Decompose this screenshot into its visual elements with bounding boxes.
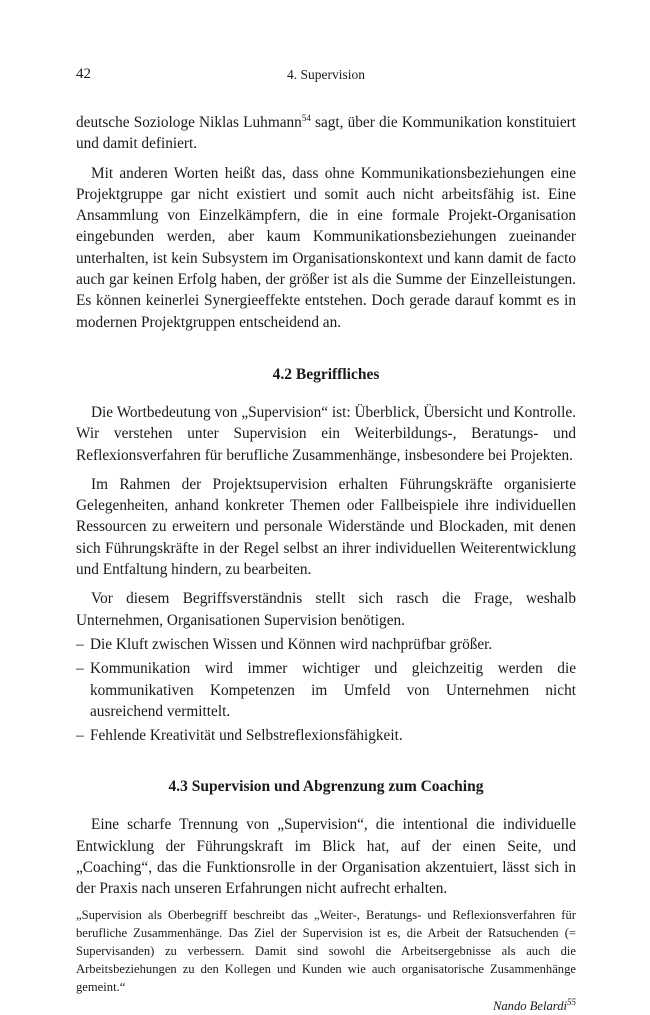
section-4-2-paragraph-2: Im Rahmen der Projektsupervision erhalten Führungskräfte organisierte Gelegenheiten, anhand konkreter Themen oder Fallbeispiele ihre individuellen Ressourcen zu erweitern und personale Widerstände und Blockaden, mit denen sich Führungskräfte in der Regel selbst an ihrer individuellen Weiterentwicklung und Entfaltung hindern, zu bearbeiten.: [76, 475, 576, 579]
book-page: [76, 66, 576, 1015]
quote-author: [76, 997, 576, 1015]
list-item: [76, 658, 576, 722]
bullet-list: [76, 634, 576, 746]
block-quote: „Supervision als Oberbegriff beschreibt das „Weiter-, Beratungs- und Reflexionsverfahren für berufliche Zusammenhänge. Das Ziel der Supervision ist es, die Arbeit der Ratsuchenden (= Supervisanden) zu verbessern. Damit sind sowohl die Arbeitsergebnisse als auch die Arbeitsbeziehungen zu den Kollegen und Kunden wie auch organisatorische Zusammenhänge gemeint.“: [76, 907, 576, 995]
list-item-text: Kommunikation wird immer wichtiger und gleichzeitig werden die kommunikativen Kompetenzen im Umfeld von Unternehmen nicht ausreichend vermittelt.: [90, 660, 576, 720]
footnote-ref-54[interactable]: 54: [301, 112, 311, 123]
intro-text-after-footnote: sagt, über die Kommunikation konstituiert und damit definiert.: [76, 114, 576, 153]
section-heading-4-3: 4.3 Supervision und Abgrenzung zum Coaching: [168, 778, 484, 796]
section-4-2-paragraph-1: Die Wortbedeutung von „Supervision“ ist: Überblick, Übersicht und Kontrolle. Wir verstehen unter Supervision ein Weiterbildungs-, Beratungs- und Reflexionsverfahren für berufliche Zusammenhänge, insbesondere bei Projekten.: [76, 403, 576, 464]
footnote-ref-55[interactable]: 55: [567, 996, 576, 1007]
page-number: 42: [76, 66, 91, 82]
section-4-3-paragraph: Eine scharfe Trennung von „Supervision“, die intentional die individuelle Entwicklung der Führungskraft im Blick hat, auf der einen Seite, und „Coaching“, das die Funktionsrolle in der Organisation akzentuiert, lässt sich in der Praxis nach unseren Erfahrungen nicht aufrecht erhalten.: [76, 816, 576, 898]
bullet-dash: –: [76, 635, 84, 653]
intro-paragraph-2: Mit anderen Worten heißt das, dass ohne Kommunikationsbeziehungen eine Projektgruppe gar nicht existiert und somit auch nicht arbeitsfähig ist. Eine Ansammlung von Einzelkämpfern, die in eine formale Projekt-Organisation eingebunden werden, aber kaum Kommunikationsbeziehungen zueinander unterhalten, ist kein Subsystem im Organisationskontext und kann damit de facto auch gar keinen Erfolg haben, der größer ist als die Summe der Einzelleistungen. Es können keinerlei Synergieeffekte entstehen. Doch gerade darauf kommt es in modernen Projektgruppen entscheidend an.: [76, 164, 576, 331]
section-heading-4-2: 4.2 Begriffliches: [272, 365, 380, 383]
section-4-2-paragraph-3: Vor diesem Begriffsverständnis stellt sich rasch die Frage, weshalb Unternehmen, Organisationen Supervision benötigen.: [76, 590, 576, 629]
bullet-dash: –: [76, 660, 84, 678]
running-head: 4. Supervision: [286, 67, 365, 82]
list-item-text: Fehlende Kreativität und Selbstreflexionsfähigkeit.: [90, 727, 403, 745]
list-item: [76, 725, 576, 746]
intro-paragraph-1: [76, 112, 576, 155]
list-item: [76, 634, 576, 655]
page-header: [76, 66, 576, 88]
list-item-text: Die Kluft zwischen Wissen und Können wird nachprüfbar größer.: [90, 635, 493, 653]
bullet-dash: –: [76, 727, 84, 745]
intro-text-before-footnote: deutsche Soziologe Niklas Luhmann: [76, 114, 302, 131]
quote-author-name: Nando Belardi: [492, 998, 567, 1013]
